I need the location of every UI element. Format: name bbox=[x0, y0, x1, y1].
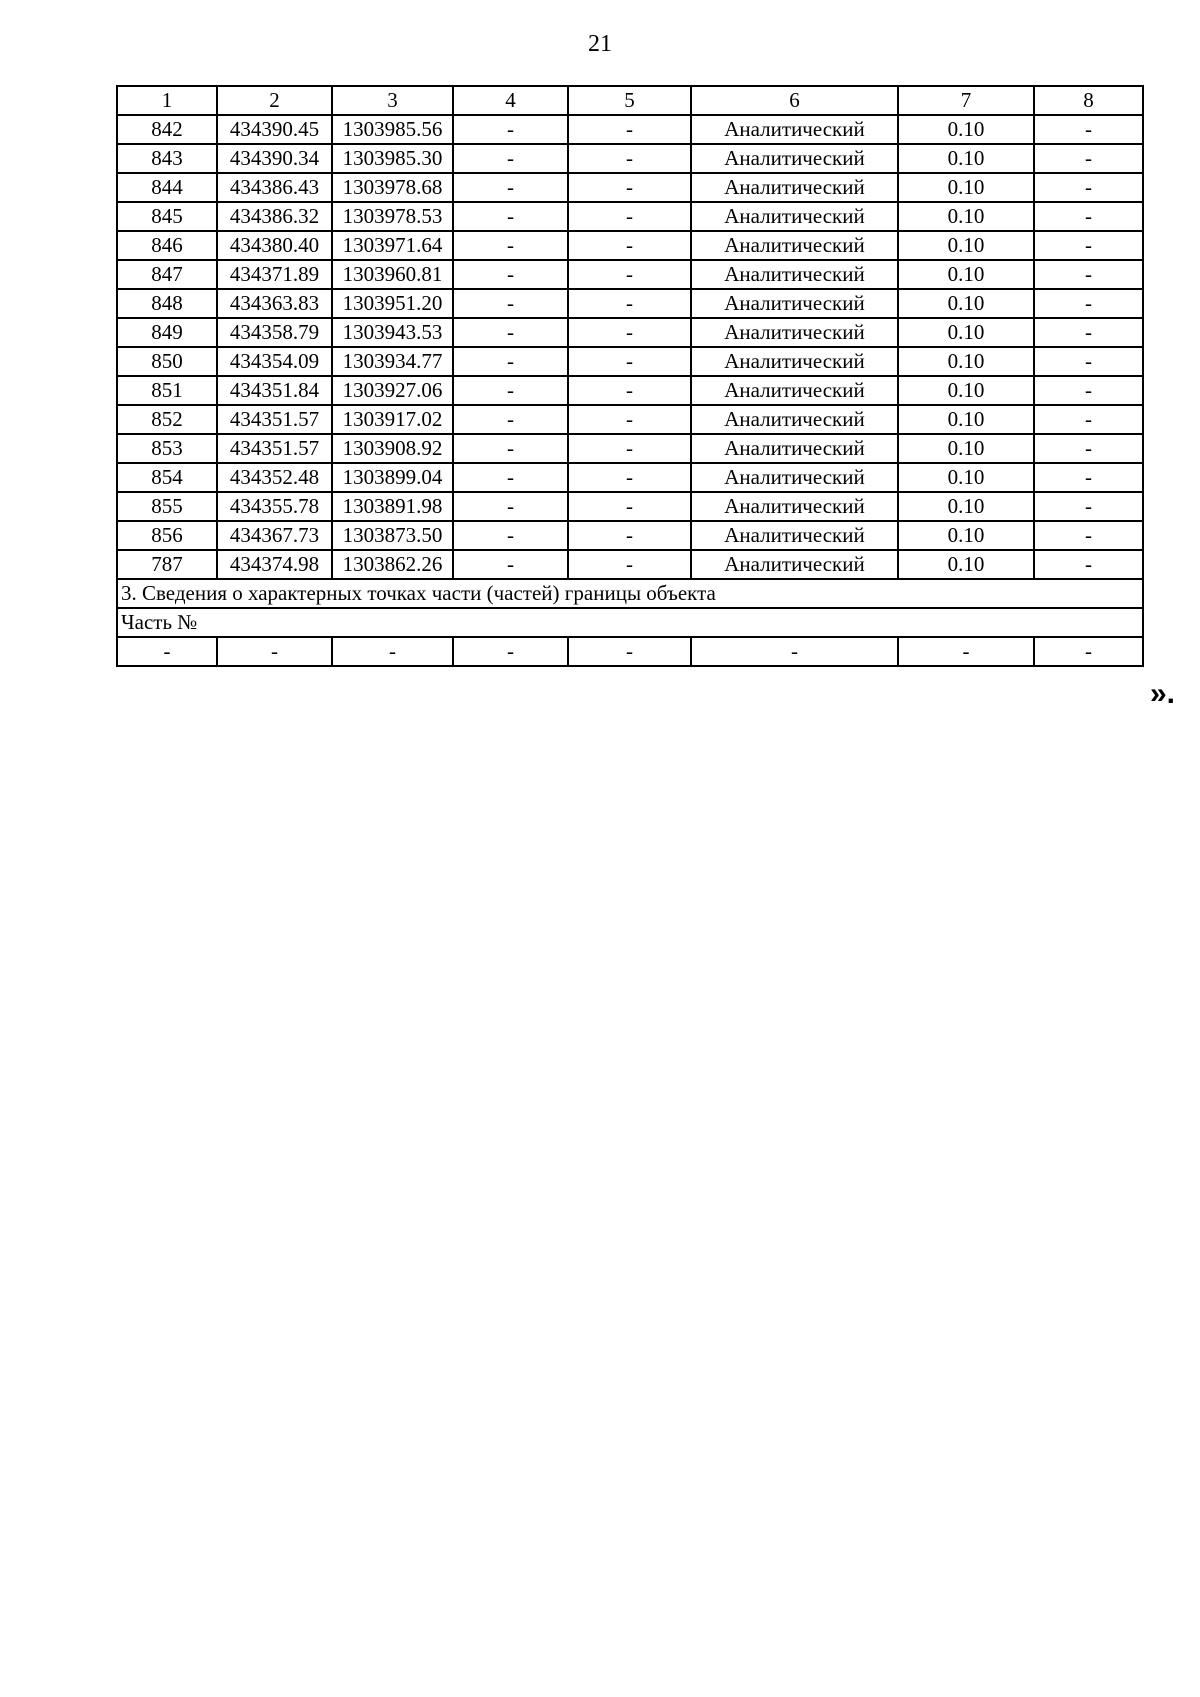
point-number-cell: 855 bbox=[117, 492, 217, 521]
method-cell: Аналитический bbox=[691, 231, 898, 260]
accuracy-cell: 0.10 bbox=[898, 376, 1034, 405]
y-coordinate-cell: 1303862.26 bbox=[332, 550, 453, 579]
method-cell: Аналитический bbox=[691, 260, 898, 289]
column-5-cell: - bbox=[568, 318, 691, 347]
x-coordinate-cell: 434355.78 bbox=[217, 492, 332, 521]
x-coordinate-cell: 434374.98 bbox=[217, 550, 332, 579]
column-4-cell: - bbox=[453, 463, 568, 492]
point-number-cell: 848 bbox=[117, 289, 217, 318]
table-row bbox=[117, 260, 1143, 289]
point-number-cell: 853 bbox=[117, 434, 217, 463]
y-coordinate-cell: 1303934.77 bbox=[332, 347, 453, 376]
column-8-cell: - bbox=[1034, 376, 1143, 405]
x-coordinate-cell: 434380.40 bbox=[217, 231, 332, 260]
column-4-cell: - bbox=[453, 173, 568, 202]
x-coordinate-cell: 434358.79 bbox=[217, 318, 332, 347]
column-header: 7 bbox=[898, 86, 1034, 115]
column-4-cell: - bbox=[453, 115, 568, 144]
column-header: 8 bbox=[1034, 86, 1143, 115]
column-5-cell: - bbox=[568, 521, 691, 550]
column-5-cell: - bbox=[568, 376, 691, 405]
column-5-cell: - bbox=[568, 289, 691, 318]
accuracy-cell: 0.10 bbox=[898, 173, 1034, 202]
accuracy-cell: 0.10 bbox=[898, 202, 1034, 231]
method-cell: Аналитический bbox=[691, 318, 898, 347]
table-row bbox=[117, 521, 1143, 550]
empty-cell: - bbox=[691, 637, 898, 666]
column-8-cell: - bbox=[1034, 463, 1143, 492]
accuracy-cell: 0.10 bbox=[898, 434, 1034, 463]
y-coordinate-cell: 1303899.04 bbox=[332, 463, 453, 492]
table-row bbox=[117, 318, 1143, 347]
column-5-cell: - bbox=[568, 347, 691, 376]
column-5-cell: - bbox=[568, 173, 691, 202]
column-5-cell: - bbox=[568, 260, 691, 289]
x-coordinate-cell: 434367.73 bbox=[217, 521, 332, 550]
column-5-cell: - bbox=[568, 144, 691, 173]
accuracy-cell: 0.10 bbox=[898, 550, 1034, 579]
y-coordinate-cell: 1303908.92 bbox=[332, 434, 453, 463]
x-coordinate-cell: 434351.57 bbox=[217, 434, 332, 463]
column-4-cell: - bbox=[453, 405, 568, 434]
column-header: 6 bbox=[691, 86, 898, 115]
column-4-cell: - bbox=[453, 318, 568, 347]
column-8-cell: - bbox=[1034, 144, 1143, 173]
accuracy-cell: 0.10 bbox=[898, 260, 1034, 289]
point-number-cell: 845 bbox=[117, 202, 217, 231]
method-cell: Аналитический bbox=[691, 144, 898, 173]
table-header-row bbox=[117, 86, 1143, 115]
point-number-cell: 787 bbox=[117, 550, 217, 579]
column-4-cell: - bbox=[453, 492, 568, 521]
empty-cell: - bbox=[568, 637, 691, 666]
column-5-cell: - bbox=[568, 492, 691, 521]
y-coordinate-cell: 1303971.64 bbox=[332, 231, 453, 260]
column-5-cell: - bbox=[568, 115, 691, 144]
method-cell: Аналитический bbox=[691, 521, 898, 550]
column-8-cell: - bbox=[1034, 405, 1143, 434]
column-header: 3 bbox=[332, 86, 453, 115]
point-number-cell: 851 bbox=[117, 376, 217, 405]
y-coordinate-cell: 1303917.02 bbox=[332, 405, 453, 434]
column-4-cell: - bbox=[453, 231, 568, 260]
point-number-cell: 852 bbox=[117, 405, 217, 434]
table-row bbox=[117, 115, 1143, 144]
column-4-cell: - bbox=[453, 550, 568, 579]
point-number-cell: 856 bbox=[117, 521, 217, 550]
method-cell: Аналитический bbox=[691, 202, 898, 231]
y-coordinate-cell: 1303891.98 bbox=[332, 492, 453, 521]
method-cell: Аналитический bbox=[691, 376, 898, 405]
column-5-cell: - bbox=[568, 550, 691, 579]
table-row bbox=[117, 405, 1143, 434]
column-8-cell: - bbox=[1034, 231, 1143, 260]
column-8-cell: - bbox=[1034, 318, 1143, 347]
column-4-cell: - bbox=[453, 289, 568, 318]
accuracy-cell: 0.10 bbox=[898, 492, 1034, 521]
column-header: 2 bbox=[217, 86, 332, 115]
y-coordinate-cell: 1303960.81 bbox=[332, 260, 453, 289]
x-coordinate-cell: 434390.45 bbox=[217, 115, 332, 144]
x-coordinate-cell: 434386.32 bbox=[217, 202, 332, 231]
x-coordinate-cell: 434371.89 bbox=[217, 260, 332, 289]
x-coordinate-cell: 434352.48 bbox=[217, 463, 332, 492]
accuracy-cell: 0.10 bbox=[898, 115, 1034, 144]
column-5-cell: - bbox=[568, 405, 691, 434]
part-label-row bbox=[117, 608, 1143, 637]
point-number-cell: 844 bbox=[117, 173, 217, 202]
y-coordinate-cell: 1303978.53 bbox=[332, 202, 453, 231]
column-8-cell: - bbox=[1034, 434, 1143, 463]
accuracy-cell: 0.10 bbox=[898, 231, 1034, 260]
point-number-cell: 842 bbox=[117, 115, 217, 144]
column-header: 1 bbox=[117, 86, 217, 115]
point-number-cell: 846 bbox=[117, 231, 217, 260]
accuracy-cell: 0.10 bbox=[898, 405, 1034, 434]
method-cell: Аналитический bbox=[691, 405, 898, 434]
column-8-cell: - bbox=[1034, 202, 1143, 231]
column-4-cell: - bbox=[453, 434, 568, 463]
closing-quote-mark: ». bbox=[1150, 677, 1176, 710]
column-4-cell: - bbox=[453, 260, 568, 289]
column-5-cell: - bbox=[568, 463, 691, 492]
section-title-row bbox=[117, 579, 1143, 608]
table-row bbox=[117, 173, 1143, 202]
x-coordinate-cell: 434390.34 bbox=[217, 144, 332, 173]
table-row bbox=[117, 144, 1143, 173]
table-row bbox=[117, 463, 1143, 492]
y-coordinate-cell: 1303985.30 bbox=[332, 144, 453, 173]
x-coordinate-cell: 434354.09 bbox=[217, 347, 332, 376]
column-header: 4 bbox=[453, 86, 568, 115]
table-row bbox=[117, 434, 1143, 463]
column-4-cell: - bbox=[453, 521, 568, 550]
page-number: 21 bbox=[588, 31, 612, 57]
method-cell: Аналитический bbox=[691, 550, 898, 579]
column-8-cell: - bbox=[1034, 115, 1143, 144]
accuracy-cell: 0.10 bbox=[898, 318, 1034, 347]
point-number-cell: 854 bbox=[117, 463, 217, 492]
column-4-cell: - bbox=[453, 347, 568, 376]
boundary-points-table bbox=[116, 85, 1144, 667]
table-row bbox=[117, 231, 1143, 260]
y-coordinate-cell: 1303943.53 bbox=[332, 318, 453, 347]
y-coordinate-cell: 1303873.50 bbox=[332, 521, 453, 550]
column-8-cell: - bbox=[1034, 173, 1143, 202]
column-8-cell: - bbox=[1034, 260, 1143, 289]
column-5-cell: - bbox=[568, 434, 691, 463]
method-cell: Аналитический bbox=[691, 434, 898, 463]
x-coordinate-cell: 434351.84 bbox=[217, 376, 332, 405]
table-row bbox=[117, 202, 1143, 231]
column-8-cell: - bbox=[1034, 347, 1143, 376]
column-8-cell: - bbox=[1034, 492, 1143, 521]
y-coordinate-cell: 1303951.20 bbox=[332, 289, 453, 318]
accuracy-cell: 0.10 bbox=[898, 521, 1034, 550]
table-row bbox=[117, 550, 1143, 579]
column-4-cell: - bbox=[453, 376, 568, 405]
method-cell: Аналитический bbox=[691, 463, 898, 492]
column-5-cell: - bbox=[568, 202, 691, 231]
y-coordinate-cell: 1303985.56 bbox=[332, 115, 453, 144]
empty-cell: - bbox=[453, 637, 568, 666]
empty-cell: - bbox=[117, 637, 217, 666]
part-empty-row bbox=[117, 637, 1143, 666]
y-coordinate-cell: 1303927.06 bbox=[332, 376, 453, 405]
table-row bbox=[117, 289, 1143, 318]
accuracy-cell: 0.10 bbox=[898, 347, 1034, 376]
point-number-cell: 850 bbox=[117, 347, 217, 376]
column-5-cell: - bbox=[568, 231, 691, 260]
method-cell: Аналитический bbox=[691, 347, 898, 376]
x-coordinate-cell: 434351.57 bbox=[217, 405, 332, 434]
accuracy-cell: 0.10 bbox=[898, 289, 1034, 318]
empty-cell: - bbox=[332, 637, 453, 666]
y-coordinate-cell: 1303978.68 bbox=[332, 173, 453, 202]
column-4-cell: - bbox=[453, 144, 568, 173]
part-label: Часть № bbox=[117, 608, 1143, 637]
point-number-cell: 849 bbox=[117, 318, 217, 347]
table-row bbox=[117, 347, 1143, 376]
column-4-cell: - bbox=[453, 202, 568, 231]
method-cell: Аналитический bbox=[691, 173, 898, 202]
table-body bbox=[117, 86, 1143, 666]
table-row bbox=[117, 376, 1143, 405]
method-cell: Аналитический bbox=[691, 289, 898, 318]
empty-cell: - bbox=[898, 637, 1034, 666]
column-8-cell: - bbox=[1034, 550, 1143, 579]
column-8-cell: - bbox=[1034, 289, 1143, 318]
method-cell: Аналитический bbox=[691, 492, 898, 521]
column-header: 5 bbox=[568, 86, 691, 115]
method-cell: Аналитический bbox=[691, 115, 898, 144]
accuracy-cell: 0.10 bbox=[898, 144, 1034, 173]
section-title: 3. Сведения о характерных точках части (частей) границы объекта bbox=[117, 579, 1143, 608]
empty-cell: - bbox=[1034, 637, 1143, 666]
x-coordinate-cell: 434386.43 bbox=[217, 173, 332, 202]
x-coordinate-cell: 434363.83 bbox=[217, 289, 332, 318]
empty-cell: - bbox=[217, 637, 332, 666]
accuracy-cell: 0.10 bbox=[898, 463, 1034, 492]
table-row bbox=[117, 492, 1143, 521]
point-number-cell: 843 bbox=[117, 144, 217, 173]
column-8-cell: - bbox=[1034, 521, 1143, 550]
point-number-cell: 847 bbox=[117, 260, 217, 289]
